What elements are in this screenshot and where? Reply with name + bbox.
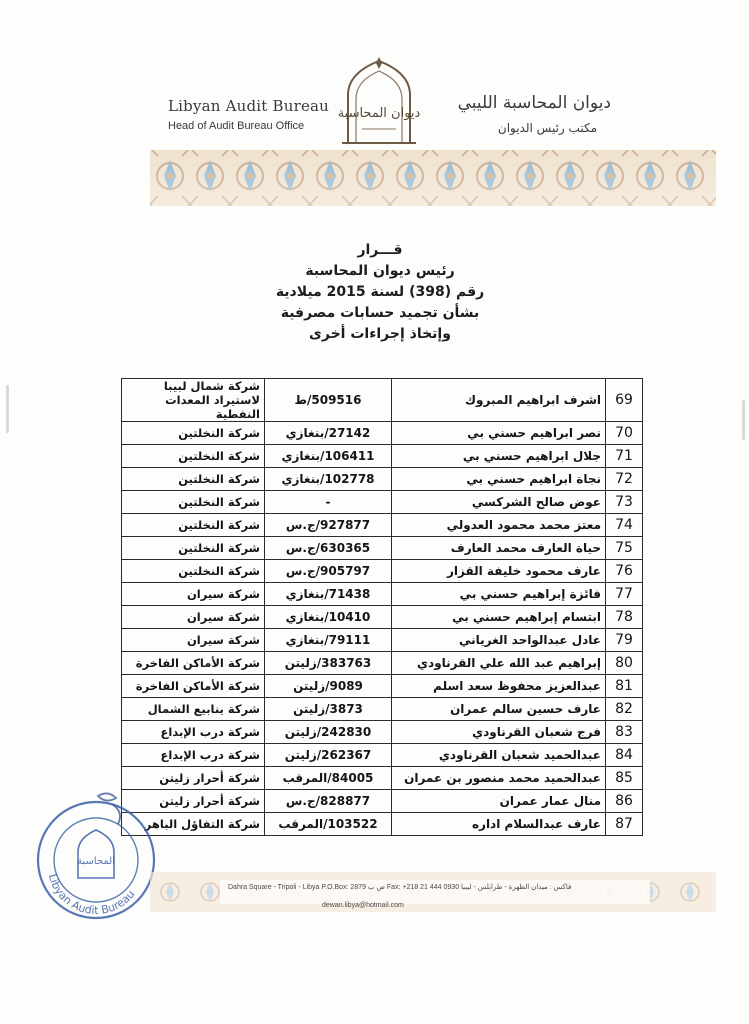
- account-number: 9089/زليتن: [265, 675, 392, 698]
- table-row: [122, 744, 643, 767]
- header-ornament-band: [150, 148, 716, 208]
- row-number: 72: [606, 468, 643, 491]
- row-number: 69: [606, 379, 643, 422]
- table-row: [122, 813, 643, 836]
- row-number: 73: [606, 491, 643, 514]
- stamp-inner-text: المحاسبة: [77, 856, 115, 867]
- subject-line: بشأن تجميد حسابات مصرفية: [280, 305, 480, 321]
- row-number: 70: [606, 422, 643, 445]
- company-name: شركة ينابيع الشمال: [122, 698, 265, 721]
- table-row: [122, 721, 643, 744]
- person-name: عارف حسين سالم عمران: [392, 698, 606, 721]
- company-name: شركة النخلتين: [122, 422, 265, 445]
- row-number: 80: [606, 652, 643, 675]
- account-number: 71438/بنغازي: [265, 583, 392, 606]
- footer-email: dewan.libya@hotmail.com: [322, 902, 404, 909]
- person-name: عوض صالح الشركسي: [392, 491, 606, 514]
- row-number: 81: [606, 675, 643, 698]
- person-name: جلال ابراهيم حسني بي: [392, 445, 606, 468]
- logo-text: ديوان المحاسبة: [338, 106, 420, 121]
- table-row: [122, 422, 643, 445]
- company-name: شركة النخلتين: [122, 445, 265, 468]
- company-name: شركة درب الإبداع: [122, 744, 265, 767]
- table-row: [122, 537, 643, 560]
- account-number: 3873/زليتن: [265, 698, 392, 721]
- account-number: 927877/ج.س: [265, 514, 392, 537]
- person-name: نصر ابراهيم حسني بي: [392, 422, 606, 445]
- company-name: شركة النخلتين: [122, 491, 265, 514]
- row-number: 87: [606, 813, 643, 836]
- person-name: فرج شعبان القرناودي: [392, 721, 606, 744]
- footer-address: Dahra Square - Tripoli - Libya P.O.Box: 2879 ص ب Fax: +218 21 444 0930 فاكس : ميدان الظهرة - طرابلس - ليبيا: [228, 884, 572, 891]
- company-name: شركة درب الإبداع: [122, 721, 265, 744]
- official-stamp-icon: [28, 790, 164, 928]
- person-name: عارف محمود خليفة القزار: [392, 560, 606, 583]
- company-name: شركة النخلتين: [122, 468, 265, 491]
- row-number: 74: [606, 514, 643, 537]
- table-row: [122, 629, 643, 652]
- table-row: [122, 468, 643, 491]
- row-number: 78: [606, 606, 643, 629]
- company-name: شركة سيران: [122, 583, 265, 606]
- account-number: 383763/زليتن: [265, 652, 392, 675]
- row-number: 79: [606, 629, 643, 652]
- table-row: [122, 675, 643, 698]
- table-row: [122, 514, 643, 537]
- row-number: 83: [606, 721, 643, 744]
- person-name: ابتسام إبراهيم حسني بي: [392, 606, 606, 629]
- company-name: شركة النخلتين: [122, 537, 265, 560]
- row-number: 86: [606, 790, 643, 813]
- account-number: 106411/بنغازي: [265, 445, 392, 468]
- person-name: عبدالحميد شعبان القرناودي: [392, 744, 606, 767]
- subject-line-2: وإتخاذ إجراءات أخرى: [309, 326, 451, 342]
- account-number: 79111/بنغازي: [265, 629, 392, 652]
- header-arabic-title: ديوان المحاسبة الليبي: [457, 93, 611, 113]
- person-name: عادل عبدالواحد الغرياني: [392, 629, 606, 652]
- row-number: 85: [606, 767, 643, 790]
- stamp-outer-text: Libyan Audit Bureau: [45, 872, 138, 918]
- account-number: 630365/ج.س: [265, 537, 392, 560]
- person-name: عبدالعزيز محفوظ سعد اسلم: [392, 675, 606, 698]
- scroll-indicator-left[interactable]: [6, 385, 9, 433]
- bureau-logo-icon: [338, 55, 420, 145]
- person-name: عارف عبدالسلام اداره: [392, 813, 606, 836]
- table-row: [122, 491, 643, 514]
- table-row: [122, 652, 643, 675]
- company-name: شركة التفاؤل الباهر: [122, 813, 265, 836]
- row-number: 76: [606, 560, 643, 583]
- row-number: 75: [606, 537, 643, 560]
- table-row: [122, 379, 643, 422]
- table-row: [122, 698, 643, 721]
- account-number: -: [265, 491, 392, 514]
- table-row: [122, 445, 643, 468]
- scroll-indicator-right[interactable]: [742, 400, 745, 440]
- account-number: 84005/المرقب: [265, 767, 392, 790]
- header-english-title: Libyan Audit Bureau: [168, 97, 330, 115]
- account-number: 102778/بنغازي: [265, 468, 392, 491]
- company-name: شركة النخلتين: [122, 514, 265, 537]
- person-name: فائزة إبراهيم حسني بي: [392, 583, 606, 606]
- account-number: 509516/ط: [265, 379, 392, 422]
- person-name: إبراهيم عبد الله علي القرناودي: [392, 652, 606, 675]
- issuer-line: رئيس ديوان المحاسبة: [305, 263, 455, 279]
- footer-ornament-band: [150, 872, 716, 912]
- frozen-accounts-table: [121, 378, 643, 836]
- account-number: 242830/زليتن: [265, 721, 392, 744]
- account-number: 828877/ج.س: [265, 790, 392, 813]
- company-name: شركة سيران: [122, 629, 265, 652]
- person-name: اشرف ابراهيم المبروك: [392, 379, 606, 422]
- decision-title-block: [220, 240, 540, 345]
- company-name: شركة الأماكن الفاخرة: [122, 652, 265, 675]
- table-row: [122, 790, 643, 813]
- account-number: 905797/ج.س: [265, 560, 392, 583]
- person-name: معتز محمد محمود العدولي: [392, 514, 606, 537]
- person-name: نجاة ابراهيم حسني بي: [392, 468, 606, 491]
- row-number: 71: [606, 445, 643, 468]
- account-number: 262367/زليتن: [265, 744, 392, 767]
- company-name: شركة الأماكن الفاخرة: [122, 675, 265, 698]
- person-name: منال عمار عمران: [392, 790, 606, 813]
- company-name: شركة شمال لبيبا لاستيراد المعدات النفطية: [122, 379, 265, 422]
- row-number: 84: [606, 744, 643, 767]
- header-arabic-subtitle: مكتب رئيس الديوان: [497, 121, 597, 135]
- decision-heading: قـــرار: [357, 242, 403, 258]
- company-name: شركة النخلتين: [122, 560, 265, 583]
- person-name: حياة العارف محمد العارف: [392, 537, 606, 560]
- table-row: [122, 583, 643, 606]
- row-number: 82: [606, 698, 643, 721]
- account-number: 103522/المرقب: [265, 813, 392, 836]
- table-row: [122, 560, 643, 583]
- row-number: 77: [606, 583, 643, 606]
- company-name: شركة أحرار زليتن: [122, 790, 265, 813]
- company-name: شركة أحرار زليتن: [122, 767, 265, 790]
- company-name: شركة سيران: [122, 606, 265, 629]
- decision-number-line: رقم (398) لسنة 2015 ميلادية: [275, 284, 485, 300]
- account-number: 10410/بنغازي: [265, 606, 392, 629]
- table-row: [122, 767, 643, 790]
- table-row: [122, 606, 643, 629]
- header-english-subtitle: Head of Audit Bureau Office: [168, 120, 305, 132]
- account-number: 27142/بنغازي: [265, 422, 392, 445]
- person-name: عبدالحميد محمد منصور بن عمران: [392, 767, 606, 790]
